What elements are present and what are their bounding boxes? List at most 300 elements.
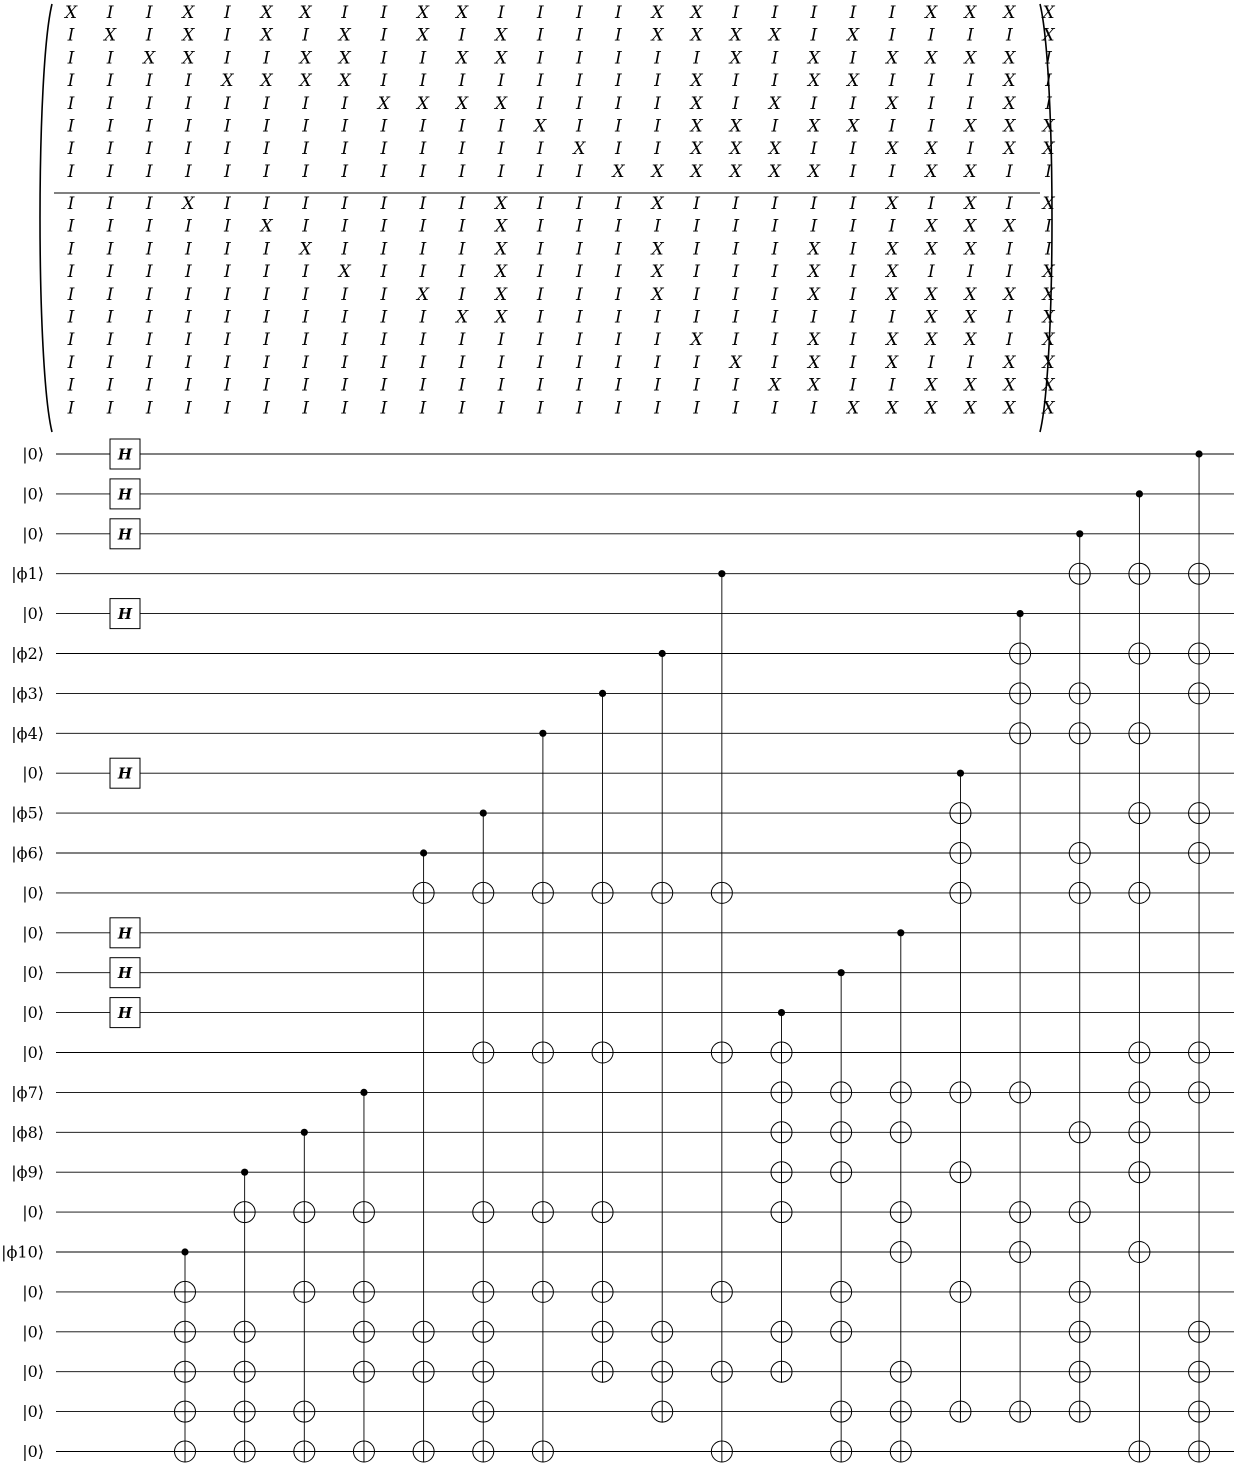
matrix-cell: X: [690, 330, 703, 351]
matrix-cell: I: [654, 93, 661, 114]
target-oplus: [1010, 1202, 1031, 1223]
matrix-cell: I: [849, 3, 857, 23]
qubit-label: |0⟩: [22, 1282, 44, 1302]
matrix-cell: I: [224, 161, 231, 182]
matrix-cell: X: [495, 262, 508, 283]
matrix-cell: X: [495, 194, 508, 214]
matrix-cell: I: [380, 239, 388, 260]
target-oplus: [532, 1202, 553, 1223]
matrix-cell: I: [67, 216, 75, 237]
matrix-cell: X: [807, 375, 820, 396]
matrix-cell: X: [768, 25, 781, 46]
matrix-cell: X: [495, 239, 508, 260]
matrix-cell: X: [182, 48, 195, 69]
matrix-cell: I: [263, 48, 270, 69]
matrix-cell: I: [224, 284, 231, 305]
matrix-cell: I: [302, 216, 309, 237]
matrix-cell: X: [690, 93, 703, 114]
matrix-cell: I: [184, 375, 192, 396]
target-oplus: [1069, 1361, 1090, 1382]
target-oplus: [532, 1042, 553, 1063]
matrix-cell: I: [419, 216, 427, 237]
target-oplus: [771, 1202, 792, 1223]
matrix-cell: I: [145, 93, 153, 114]
matrix-cell: X: [416, 25, 429, 46]
matrix-cell: I: [810, 139, 818, 160]
target-oplus: [1010, 643, 1031, 664]
matrix-cell: I: [810, 398, 818, 419]
matrix-cell: I: [927, 352, 935, 373]
matrix-cell: I: [927, 262, 935, 283]
hadamard-label: H: [117, 605, 133, 624]
matrix-cell: X: [690, 3, 703, 23]
target-oplus: [950, 1281, 971, 1302]
hadamard-gate: [110, 918, 140, 948]
target-oplus: [890, 1242, 911, 1263]
matrix-cell: I: [771, 398, 779, 419]
matrix-cell: I: [184, 330, 192, 351]
target-oplus: [711, 882, 732, 903]
matrix-cell: X: [925, 48, 938, 69]
matrix-cell: I: [184, 352, 192, 373]
matrix-cell: I: [771, 3, 779, 23]
matrix-cell: X: [495, 93, 508, 114]
matrix-cell: I: [458, 262, 466, 283]
target-oplus: [294, 1401, 315, 1422]
matrix-cell: X: [1042, 284, 1055, 305]
matrix-cell: I: [771, 116, 779, 137]
matrix-cell: I: [771, 284, 779, 305]
matrix-cell: I: [106, 330, 114, 351]
matrix-cell: X: [495, 216, 508, 237]
hadamard-gate: [110, 479, 140, 509]
target-oplus: [473, 1042, 494, 1063]
matrix-cell: I: [145, 194, 153, 214]
matrix-cell: I: [497, 352, 505, 373]
matrix-cell: I: [184, 398, 192, 419]
hadamard-label: H: [117, 964, 133, 983]
matrix-cell: I: [224, 375, 231, 396]
target-oplus: [1129, 803, 1150, 824]
matrix-cell: I: [575, 216, 583, 237]
matrix-cell: I: [302, 330, 309, 351]
matrix-cell: I: [458, 352, 466, 373]
target-oplus: [950, 1401, 971, 1422]
matrix-row: [67, 239, 1053, 259]
matrix-cell: X: [260, 3, 273, 23]
matrix-cell: I: [771, 239, 779, 260]
matrix-cell: I: [145, 139, 153, 160]
target-oplus: [592, 1361, 613, 1382]
matrix-cell: X: [925, 398, 938, 419]
matrix-cell: I: [654, 330, 661, 351]
matrix-cell: I: [263, 139, 270, 160]
matrix-cell: I: [615, 262, 622, 283]
matrix-cell: I: [849, 375, 857, 396]
target-oplus: [1069, 1401, 1090, 1422]
matrix-cell: I: [224, 139, 231, 160]
matrix-cell: X: [1003, 375, 1016, 396]
matrix-cell: I: [67, 284, 75, 305]
target-oplus: [1189, 683, 1210, 704]
matrix-cell: X: [1042, 330, 1055, 351]
target-oplus: [532, 1281, 553, 1302]
target-oplus: [652, 1321, 673, 1342]
matrix-cell: X: [338, 25, 351, 46]
matrix-cell: I: [810, 216, 818, 237]
matrix-cell: I: [732, 284, 740, 305]
matrix-cell: I: [575, 161, 583, 182]
matrix-cell: I: [419, 139, 427, 160]
matrix-row: [67, 139, 1056, 159]
target-oplus: [413, 882, 434, 903]
matrix-cell: I: [536, 139, 544, 160]
qubit-label: |0⟩: [22, 923, 44, 943]
matrix-cell: X: [1042, 116, 1055, 137]
matrix-cell: I: [380, 352, 388, 373]
matrix-cell: I: [497, 116, 505, 137]
matrix-cell: I: [615, 3, 622, 23]
matrix-cell: I: [966, 71, 974, 92]
matrix-cell: I: [575, 375, 583, 396]
matrix-cell: I: [888, 161, 896, 182]
matrix-cell: I: [67, 262, 75, 283]
matrix-row: [67, 376, 1056, 396]
matrix-cell: X: [768, 139, 781, 160]
target-oplus: [532, 1441, 553, 1462]
matrix-cell: I: [732, 307, 740, 328]
target-oplus: [1189, 1441, 1210, 1462]
control-dot: [778, 1009, 785, 1016]
matrix-cell: I: [224, 352, 231, 373]
matrix-row: [67, 48, 1053, 68]
matrix-cell: I: [106, 307, 114, 328]
matrix-row: [63, 3, 1056, 23]
target-oplus: [294, 1281, 315, 1302]
target-oplus: [950, 803, 971, 824]
matrix-cell: I: [810, 93, 818, 114]
matrix-cell: I: [263, 93, 270, 114]
matrix-cell: I: [263, 330, 270, 351]
matrix-cell: X: [455, 3, 469, 23]
matrix-cell: I: [575, 398, 583, 419]
control-dot: [659, 650, 666, 657]
matrix-cell: I: [224, 398, 231, 419]
matrix-cell: I: [341, 375, 349, 396]
matrix-cell: X: [1042, 375, 1055, 396]
matrix-cell: I: [184, 71, 192, 92]
matrix-cell: I: [575, 93, 583, 114]
matrix-cell: I: [575, 284, 583, 305]
matrix-cell: I: [302, 398, 309, 419]
target-oplus: [1010, 1082, 1031, 1103]
matrix-cell: X: [886, 48, 899, 69]
matrix-cell: X: [651, 239, 664, 260]
matrix-cell: X: [612, 161, 625, 182]
qubit-label: |0⟩: [22, 524, 44, 544]
matrix-cell: X: [416, 284, 429, 305]
qubit-label: |0⟩: [22, 883, 44, 903]
matrix-cell: X: [846, 25, 860, 46]
matrix-cell: I: [849, 307, 857, 328]
matrix-cell: I: [67, 307, 75, 328]
matrix-cell: X: [807, 116, 820, 137]
matrix-cell: X: [807, 48, 820, 69]
matrix-cell: I: [810, 307, 818, 328]
matrix-cell: I: [145, 3, 153, 23]
matrix-cell: I: [145, 307, 153, 328]
matrix-cell: I: [849, 161, 857, 182]
matrix-cell: I: [1006, 330, 1013, 351]
matrix-cell: I: [224, 93, 231, 114]
matrix-cell: I: [106, 161, 114, 182]
matrix-cell: X: [729, 352, 742, 373]
matrix-cell: I: [67, 71, 75, 92]
matrix-cell: I: [732, 375, 740, 396]
matrix-cell: I: [145, 239, 153, 260]
matrix-cell: I: [693, 239, 700, 260]
target-oplus: [831, 1321, 852, 1342]
matrix-cell: I: [732, 71, 740, 92]
qubit-label: |0⟩: [22, 1322, 44, 1342]
matrix-cell: X: [64, 3, 78, 23]
matrix-row: [67, 285, 1056, 305]
matrix-cell: X: [964, 194, 977, 214]
matrix-cell: I: [302, 116, 309, 137]
matrix-cell: I: [888, 116, 896, 137]
control-dot: [957, 770, 964, 777]
matrix-cell: I: [380, 262, 388, 283]
target-oplus: [353, 1321, 374, 1342]
matrix-cell: X: [1042, 194, 1055, 214]
target-oplus: [771, 1082, 792, 1103]
matrix-cell: I: [615, 216, 622, 237]
matrix-cell: X: [729, 139, 742, 160]
matrix-cell: X: [964, 116, 977, 137]
matrix-cell: I: [419, 352, 427, 373]
matrix-cell: I: [67, 352, 75, 373]
target-oplus: [1129, 1162, 1150, 1183]
matrix-cell: X: [807, 284, 820, 305]
qubit-label: |0⟩: [22, 1202, 44, 1222]
matrix-cell: I: [380, 116, 388, 137]
matrix-cell: I: [67, 116, 75, 137]
matrix-cell: X: [260, 216, 273, 237]
matrix-cell: I: [575, 239, 583, 260]
target-oplus: [473, 1281, 494, 1302]
matrix-cell: I: [419, 161, 427, 182]
matrix-cell: I: [1006, 161, 1013, 182]
target-oplus: [353, 1202, 374, 1223]
matrix-cell: I: [67, 139, 75, 160]
matrix-cell: X: [1003, 216, 1016, 237]
control-dot: [1076, 530, 1083, 537]
matrix-cell: X: [886, 93, 899, 114]
qubit-label: |ϕ2⟩: [11, 644, 44, 663]
matrix-cell: I: [575, 3, 583, 23]
matrix-cell: I: [771, 352, 779, 373]
control-dot: [181, 1248, 188, 1255]
target-oplus: [1069, 563, 1090, 584]
target-oplus: [473, 1401, 494, 1422]
matrix-cell: I: [145, 375, 153, 396]
matrix-cell: I: [458, 284, 466, 305]
qubit-label: |0⟩: [22, 963, 44, 983]
target-oplus: [1010, 683, 1031, 704]
matrix-cell: I: [224, 25, 231, 46]
matrix-cell: I: [1006, 262, 1013, 283]
matrix-cell: X: [886, 239, 899, 260]
matrix-cell: I: [575, 352, 583, 373]
matrix-cell: I: [380, 139, 388, 160]
target-oplus: [1129, 1042, 1150, 1063]
matrix-cell: I: [966, 352, 974, 373]
matrix-cell: I: [849, 216, 857, 237]
matrix-cell: I: [1006, 194, 1013, 214]
matrix-cell: X: [964, 161, 977, 182]
matrix-cell: I: [615, 48, 622, 69]
matrix-cell: I: [458, 25, 466, 46]
matrix-cell: X: [1003, 139, 1016, 160]
target-oplus: [175, 1441, 196, 1462]
matrix-cell: I: [1045, 239, 1052, 260]
matrix-cell: I: [302, 25, 309, 46]
target-oplus: [652, 882, 673, 903]
control-dot: [420, 849, 427, 856]
matrix-cell: I: [497, 161, 505, 182]
matrix-cell: I: [575, 48, 583, 69]
matrix-cell: I: [341, 161, 349, 182]
matrix-cell: X: [886, 262, 899, 283]
matrix-cell: I: [419, 307, 427, 328]
matrix-cell: X: [886, 139, 899, 160]
matrix-cell: I: [536, 352, 544, 373]
matrix-cell: X: [925, 239, 938, 260]
matrix-cell: I: [536, 48, 544, 69]
target-oplus: [831, 1082, 852, 1103]
matrix-cell: I: [575, 262, 583, 283]
matrix-cell: I: [615, 330, 622, 351]
matrix-cell: X: [104, 25, 117, 46]
target-oplus: [1129, 1441, 1150, 1462]
matrix-cell: I: [536, 375, 544, 396]
matrix-cell: I: [771, 194, 779, 214]
matrix-cell: I: [654, 216, 661, 237]
hadamard-gate: [110, 519, 140, 549]
matrix-cell: I: [888, 25, 896, 46]
matrix-cell: I: [145, 71, 153, 92]
target-oplus: [1189, 563, 1210, 584]
matrix-cell: X: [925, 139, 938, 160]
matrix-row: [67, 353, 1056, 373]
matrix-cell: I: [1006, 25, 1013, 46]
matrix-cell: X: [299, 48, 312, 69]
matrix-cell: I: [966, 262, 974, 283]
matrix-cell: I: [302, 375, 309, 396]
target-oplus: [1069, 1122, 1090, 1143]
target-oplus: [175, 1281, 196, 1302]
matrix-cell: X: [299, 239, 312, 260]
target-oplus: [234, 1401, 255, 1422]
matrix-cell: I: [615, 139, 622, 160]
qubit-label: |0⟩: [22, 763, 44, 783]
matrix-cell: I: [810, 194, 818, 214]
matrix-cell: I: [575, 307, 583, 328]
target-oplus: [1189, 1401, 1210, 1422]
matrix-cell: I: [536, 25, 544, 46]
matrix-cell: I: [67, 375, 75, 396]
target-oplus: [890, 1082, 911, 1103]
matrix-cell: I: [771, 330, 779, 351]
matrix-cell: I: [106, 216, 114, 237]
matrix-cell: I: [849, 48, 857, 69]
matrix-cell: X: [1042, 307, 1055, 328]
matrix-cell: I: [732, 262, 740, 283]
matrix-cell: I: [575, 194, 583, 214]
matrix-cell: I: [575, 71, 583, 92]
qubit-label: |ϕ6⟩: [11, 843, 44, 863]
matrix-cell: X: [690, 161, 703, 182]
matrix-cell: X: [651, 3, 664, 23]
matrix-cell: I: [497, 3, 505, 23]
matrix-cell: I: [654, 116, 661, 137]
matrix-cell: I: [458, 116, 466, 137]
matrix-cell: I: [536, 71, 544, 92]
matrix-cell: I: [263, 262, 270, 283]
matrix-cell: X: [807, 262, 820, 283]
matrix-cell: I: [732, 239, 740, 260]
matrix-cell: X: [729, 48, 742, 69]
stabilizer-matrix: [40, 3, 1055, 432]
matrix-cell: I: [106, 116, 114, 137]
matrix-cell: I: [419, 398, 427, 419]
matrix-cell: I: [224, 307, 231, 328]
matrix-cell: I: [263, 239, 270, 260]
quantum-circuit: [1, 439, 1234, 1463]
target-oplus: [1010, 1401, 1031, 1422]
matrix-cell: I: [654, 71, 661, 92]
matrix-cell: I: [810, 3, 818, 23]
matrix-cell: I: [458, 139, 466, 160]
target-oplus: [950, 1082, 971, 1103]
matrix-cell: I: [849, 352, 857, 373]
matrix-cell: I: [263, 161, 270, 182]
matrix-cell: I: [224, 262, 231, 283]
matrix-cell: I: [106, 48, 114, 69]
matrix-cell: X: [651, 161, 664, 182]
matrix-cell: I: [67, 398, 75, 419]
hadamard-gate: [110, 958, 140, 988]
matrix-cell: I: [615, 284, 622, 305]
matrix-cell: I: [693, 398, 700, 419]
matrix-cell: X: [1042, 352, 1055, 373]
matrix-cell: X: [964, 216, 977, 237]
matrix-cell: X: [964, 398, 977, 419]
control-dot: [539, 730, 546, 737]
qubit-label: |0⟩: [22, 484, 44, 504]
target-oplus: [353, 1281, 374, 1302]
matrix-cell: X: [964, 330, 977, 351]
matrix-cell: X: [338, 48, 351, 69]
matrix-cell: I: [380, 48, 388, 69]
control-dot: [360, 1089, 367, 1096]
matrix-cell: I: [419, 375, 427, 396]
matrix-cell: X: [925, 307, 938, 328]
target-oplus: [771, 1361, 792, 1382]
matrix-cell: I: [654, 352, 661, 373]
matrix-cell: I: [341, 93, 349, 114]
matrix-cell: I: [927, 71, 935, 92]
